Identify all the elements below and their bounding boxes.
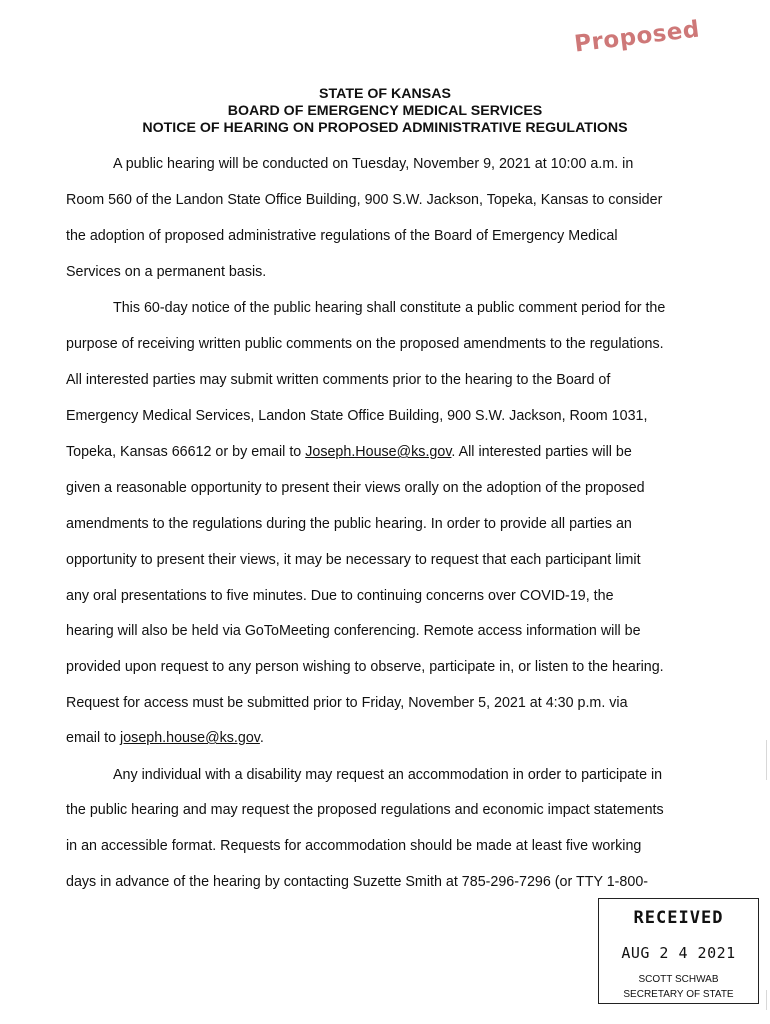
header-state: STATE OF KANSAS — [319, 86, 451, 102]
paragraph-1-line: A public hearing will be conducted on Tuesday, November 9, 2021 at 10:00 a.m. in — [113, 156, 634, 172]
paragraph-2-line: hearing will also be held via GoToMeeting conferencing. Remote access information will be — [66, 623, 641, 639]
paragraph-3-line: Any individual with a disability may request an accommodation in order to participate in — [113, 767, 663, 783]
paragraph-1-line: Room 560 of the Landon State Office Building, 900 S.W. Jackson, Topeka, Kansas to consider — [66, 192, 663, 208]
paragraph-1-line: Services on a permanent basis. — [66, 264, 267, 280]
paragraph-2-line: All interested parties may submit written comments prior to the hearing to the Board of — [66, 372, 611, 388]
scan-artifact — [766, 740, 767, 780]
document-header — [0, 86, 770, 137]
email-link[interactable]: Joseph.House@ks.gov — [305, 444, 452, 460]
paragraph-2-line: purpose of receiving written public comments on the proposed amendments to the regulations. — [66, 336, 664, 352]
received-title: RECEIVED — [633, 908, 724, 928]
received-date: AUG 2 4 2021 — [621, 944, 736, 962]
paragraph-2-line: opportunity to present their views, it may be necessary to request that each participant limit — [66, 552, 641, 568]
paragraph-2-line: any oral presentations to five minutes. Due to continuing concerns over COVID-19, the — [66, 588, 614, 604]
paragraph-2-line: provided upon request to any person wishing to observe, participate in, or listen to the hearing. — [66, 659, 664, 675]
paragraph-1-line: the adoption of proposed administrative regulations of the Board of Emergency Medical — [66, 228, 618, 244]
text-segment: Topeka, Kansas 66612 or by email to — [66, 444, 306, 460]
text-segment: . — [259, 730, 264, 746]
paragraph-2-line: Emergency Medical Services, Landon State Office Building, 900 S.W. Jackson, Room 1031, — [66, 408, 648, 424]
paragraph-2-line: amendments to the regulations during the public hearing. In order to provide all parties an — [66, 516, 632, 532]
paragraph-2-line — [66, 443, 632, 461]
paragraph-2-line: given a reasonable opportunity to present their views orally on the adoption of the proposed — [66, 480, 645, 496]
received-signer-office: SECRETARY OF STATE — [623, 989, 734, 1000]
email-link[interactable]: joseph.house@ks.gov — [120, 730, 260, 746]
received-stamp — [598, 898, 759, 1004]
header-board: BOARD OF EMERGENCY MEDICAL SERVICES — [227, 103, 543, 119]
text-segment: . All interested parties will be — [451, 444, 632, 460]
scan-artifact — [766, 990, 767, 1010]
paragraph-3-line: days in advance of the hearing by contacting Suzette Smith at 785-296-7296 (or TTY 1-800- — [66, 874, 649, 890]
paragraph-2-line: This 60-day notice of the public hearing shall constitute a public comment period for the — [113, 300, 666, 316]
paragraph-3-line: in an accessible format. Requests for accommodation should be made at least five working — [66, 838, 642, 854]
header-notice-title: NOTICE OF HEARING ON PROPOSED ADMINISTRATIVE REGULATIONS — [142, 120, 628, 136]
text-segment: email to — [66, 730, 121, 746]
paragraph-2-line — [66, 729, 264, 747]
received-signer-name: SCOTT SCHWAB — [638, 974, 719, 985]
paragraph-3-line: the public hearing and may request the proposed regulations and economic impact statements — [66, 802, 664, 818]
proposed-stamp: Proposed — [572, 16, 702, 58]
paragraph-2-line: Request for access must be submitted prior to Friday, November 5, 2021 at 4:30 p.m. via — [66, 695, 628, 711]
